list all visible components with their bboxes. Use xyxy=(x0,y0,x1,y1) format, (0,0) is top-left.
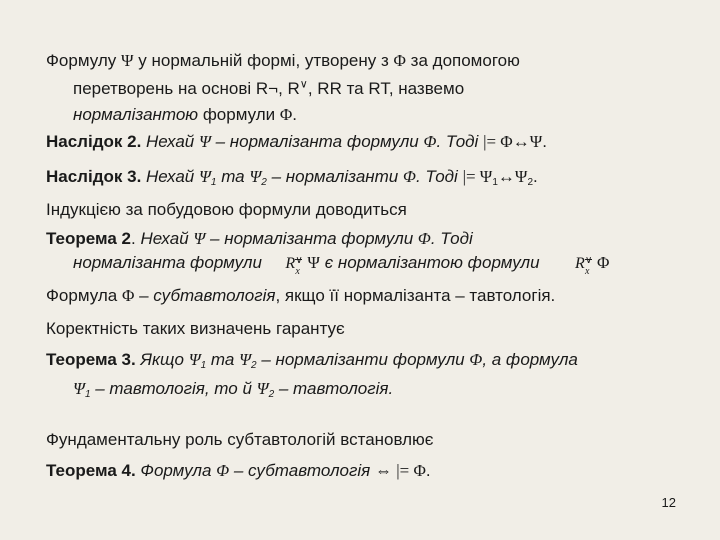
psi-symbol: Ψ xyxy=(188,350,201,369)
phi-symbol: Φ xyxy=(413,461,426,480)
fundamental-line: Фундаментальну роль субтавтологій встановлює xyxy=(46,430,434,449)
correctness-line: Коректність таких визначень гарантує xyxy=(46,319,345,338)
text: – тавтологія, то й xyxy=(90,379,257,398)
subscript: 2 xyxy=(251,360,257,371)
definition-line-3 xyxy=(73,104,297,126)
term-normalizant: нормалізантою xyxy=(73,105,199,124)
theorem-3-line-2 xyxy=(73,378,393,400)
text: . Тоді xyxy=(436,132,484,151)
text: . xyxy=(542,132,548,151)
definition-line-1 xyxy=(46,50,520,72)
phi-symbol: Φ xyxy=(216,461,230,480)
psi-symbol: Ψ xyxy=(198,167,211,186)
psi-symbol: Ψ xyxy=(193,229,206,248)
psi-symbol: Ψ xyxy=(256,379,269,398)
formula: |= Ψ xyxy=(462,167,493,186)
text: Нехай xyxy=(141,167,199,186)
iff-symbol: ⇔ xyxy=(374,461,392,480)
text: , якщо її нормалізанта – тавтологія. xyxy=(275,286,556,305)
text: – нормалізанта формули xyxy=(205,229,418,248)
text: – нормалізанта формули xyxy=(210,132,424,151)
theorem-2-line-2 xyxy=(73,252,610,277)
phi-symbol: Φ xyxy=(417,229,431,248)
text: та xyxy=(216,167,250,186)
subscript: 1 xyxy=(200,360,207,371)
theorem-4 xyxy=(46,460,431,482)
phi-symbol: Φ xyxy=(279,105,293,124)
corollary-3 xyxy=(46,166,538,188)
or-superscript: ∨ xyxy=(299,78,308,91)
text: перетворень на основі R¬, R xyxy=(73,79,300,98)
corollary-3-label: Наслідок 3. xyxy=(46,167,142,186)
text: . xyxy=(425,461,431,480)
text: . Тоді xyxy=(430,229,473,248)
phi-symbol: Φ xyxy=(597,253,610,272)
phi-symbol: Φ xyxy=(469,350,483,369)
text: у нормальній формі, утворену з xyxy=(133,51,394,70)
r-operator-symbol: R ∨ x xyxy=(575,255,593,277)
phi-symbol: Φ xyxy=(393,51,406,70)
text: Якщо xyxy=(135,350,189,369)
subtautology-definition xyxy=(46,285,555,307)
definition-line-2 xyxy=(73,78,464,100)
subscript: 1 xyxy=(210,177,217,188)
theorem-2-label: Теорема 2 xyxy=(46,229,131,248)
text: – нормалізанти формули xyxy=(256,350,470,369)
text: . xyxy=(292,105,298,124)
theorem-4-label: Теорема 4. xyxy=(46,461,136,480)
corollary-2 xyxy=(46,131,547,153)
psi-symbol: Ψ xyxy=(198,132,211,151)
text: – xyxy=(134,286,154,305)
text: Формулу xyxy=(46,51,121,70)
formula: ↔Ψ xyxy=(497,167,528,186)
text: . Тоді xyxy=(415,167,463,186)
page-number: 12 xyxy=(661,495,676,510)
subscript: 2 xyxy=(261,177,267,188)
text: . xyxy=(533,167,538,186)
text: Нехай xyxy=(135,229,194,248)
psi-symbol: Ψ xyxy=(73,379,85,398)
formula: |= Φ↔Ψ xyxy=(483,132,543,151)
phi-symbol: Φ xyxy=(402,167,416,186)
theorem-2-line-1 xyxy=(46,228,473,250)
phi-symbol: Φ xyxy=(121,286,135,305)
text: Формула xyxy=(135,461,217,480)
theorem-3-line-1 xyxy=(46,349,578,371)
text: формули xyxy=(198,105,280,124)
r-operator-symbol: R ∨ x xyxy=(285,255,303,277)
subscript: 1 xyxy=(492,177,498,188)
text: , а формула xyxy=(482,350,578,369)
psi-symbol: Ψ xyxy=(239,350,252,369)
subscript: 2 xyxy=(268,389,275,400)
text: Нехай xyxy=(141,132,199,151)
text: за допомогою xyxy=(405,51,520,70)
subscript: 1 xyxy=(84,389,91,400)
text: Формула xyxy=(46,286,122,305)
psi-symbol: Ψ xyxy=(120,51,134,70)
text: нормалізанта формули xyxy=(73,253,262,272)
text: є нормалізантою формули xyxy=(319,253,540,272)
text: . xyxy=(130,229,136,248)
theorem-3-label: Теорема 3. xyxy=(46,350,136,369)
text: |= xyxy=(391,461,414,480)
psi-symbol: Ψ xyxy=(249,167,262,186)
psi-symbol: Ψ xyxy=(307,253,320,272)
text: – тавтологія. xyxy=(274,379,394,398)
phi-symbol: Φ xyxy=(423,132,437,151)
text: – нормалізанти xyxy=(266,167,403,186)
induction-line: Індукцією за побудовою формули доводиться xyxy=(46,200,407,219)
text: та xyxy=(206,350,240,369)
corollary-2-label: Наслідок 2. xyxy=(46,132,142,151)
term-subtautology: субтавтологія xyxy=(153,286,276,305)
subscript: 2 xyxy=(527,177,534,188)
text: – субтавтологія xyxy=(229,461,375,480)
text: , RR та RT, назвемо xyxy=(307,79,465,98)
